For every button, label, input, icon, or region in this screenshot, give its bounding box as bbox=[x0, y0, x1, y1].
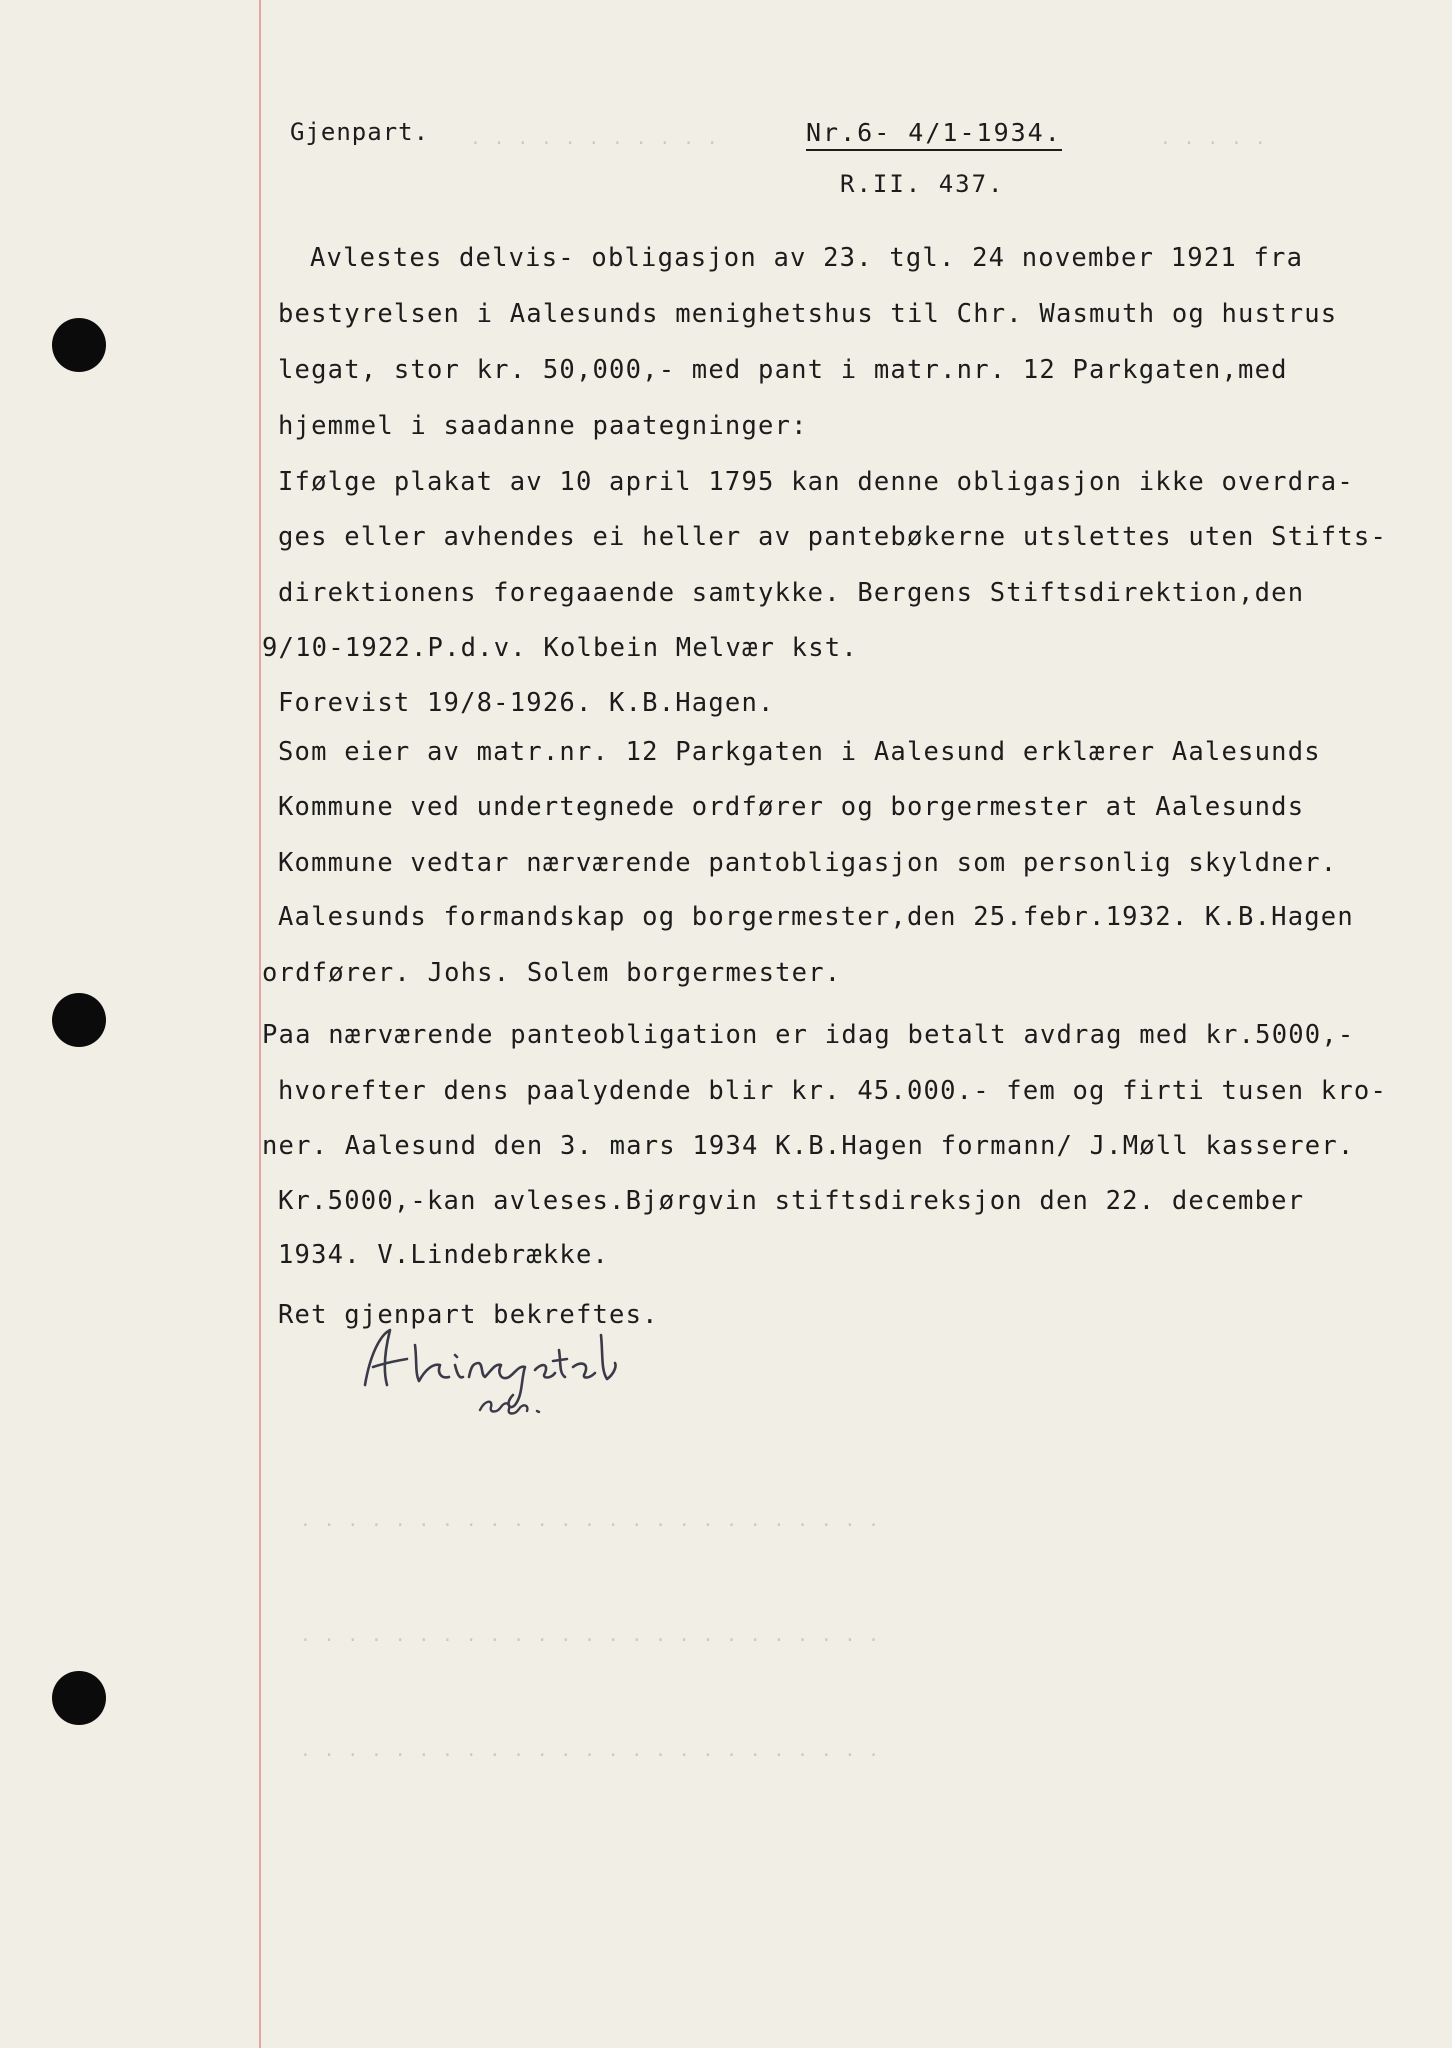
text-line: ges eller avhendes ei heller av pantebøkerne utslettes uten Stifts- bbox=[278, 522, 1388, 552]
handwritten-signature bbox=[345, 1315, 715, 1425]
text-line: Paa nærværende panteobligation er idag betalt avdrag med kr.5000,- bbox=[262, 1020, 1355, 1050]
text-line: Kommune vedtar nærværende pantobligasjon som personlig skyldner. bbox=[278, 848, 1338, 878]
header-reference: R.II. 437. bbox=[840, 170, 1005, 198]
bleed-through-text: . . . . . . . . . . . . . . . . . . . . . . . . . bbox=[300, 1740, 881, 1761]
text-line: Som eier av matr.nr. 12 Parkgaten i Aalesund erklærer Aalesunds bbox=[278, 737, 1321, 767]
text-line: 1934. V.Lindebrække. bbox=[278, 1240, 610, 1270]
text-line: legat, stor kr. 50,000,- med pant i matr.nr. 12 Parkgaten,med bbox=[278, 355, 1288, 385]
text-line: ordfører. Johs. Solem borgermester. bbox=[262, 958, 842, 988]
text-line: Forevist 19/8-1926. K.B.Hagen. bbox=[278, 688, 775, 718]
bleed-through-text: . . . . . . . . . . . . . . . . . . . . . . . . . bbox=[300, 1510, 881, 1531]
text-line: hjemmel i saadanne paategninger: bbox=[278, 411, 808, 441]
text-line: Aalesunds formandskap og borgermester,den 25.febr.1932. K.B.Hagen bbox=[278, 902, 1354, 932]
margin-line bbox=[259, 0, 261, 2048]
text-line: Kr.5000,-kan avleses.Bjørgvin stiftsdireksjon den 22. december bbox=[278, 1186, 1305, 1216]
text-line: 9/10-1922.P.d.v. Kolbein Melvær kst. bbox=[262, 633, 858, 663]
text-line: hvorefter dens paalydende blir kr. 45.000.- fem og firti tusen kro- bbox=[278, 1076, 1388, 1106]
punch-hole bbox=[52, 993, 106, 1047]
text-line: ner. Aalesund den 3. mars 1934 K.B.Hagen formann/ J.Møll kasserer. bbox=[262, 1131, 1355, 1161]
text-line: direktionens foregaaende samtykke. Bergens Stiftsdirektion,den bbox=[278, 578, 1305, 608]
text-line: Ret gjenpart bekreftes. bbox=[278, 1300, 659, 1330]
punch-hole bbox=[52, 1671, 106, 1725]
text-line: bestyrelsen i Aalesunds menighetshus til Chr. Wasmuth og hustrus bbox=[278, 299, 1338, 329]
punch-hole bbox=[52, 318, 106, 372]
header-number: Nr.6- 4/1-1934. bbox=[806, 118, 1062, 151]
text-line: Avlestes delvis- obligasjon av 23. tgl. 24 november 1921 fra bbox=[310, 243, 1304, 273]
text-line: Kommune ved undertegnede ordfører og borgermester at Aalesunds bbox=[278, 792, 1305, 822]
header-title: Gjenpart. bbox=[290, 118, 430, 146]
bleed-through-text: . . . . . bbox=[1160, 128, 1267, 149]
bleed-through-text: . . . . . . . . . . . . . . . . . . . . . . . . . bbox=[300, 1625, 881, 1646]
text-line: Ifølge plakat av 10 april 1795 kan denne obligasjon ikke overdra- bbox=[278, 467, 1354, 497]
bleed-through-text: . . . . . . . . . . . bbox=[470, 128, 719, 149]
